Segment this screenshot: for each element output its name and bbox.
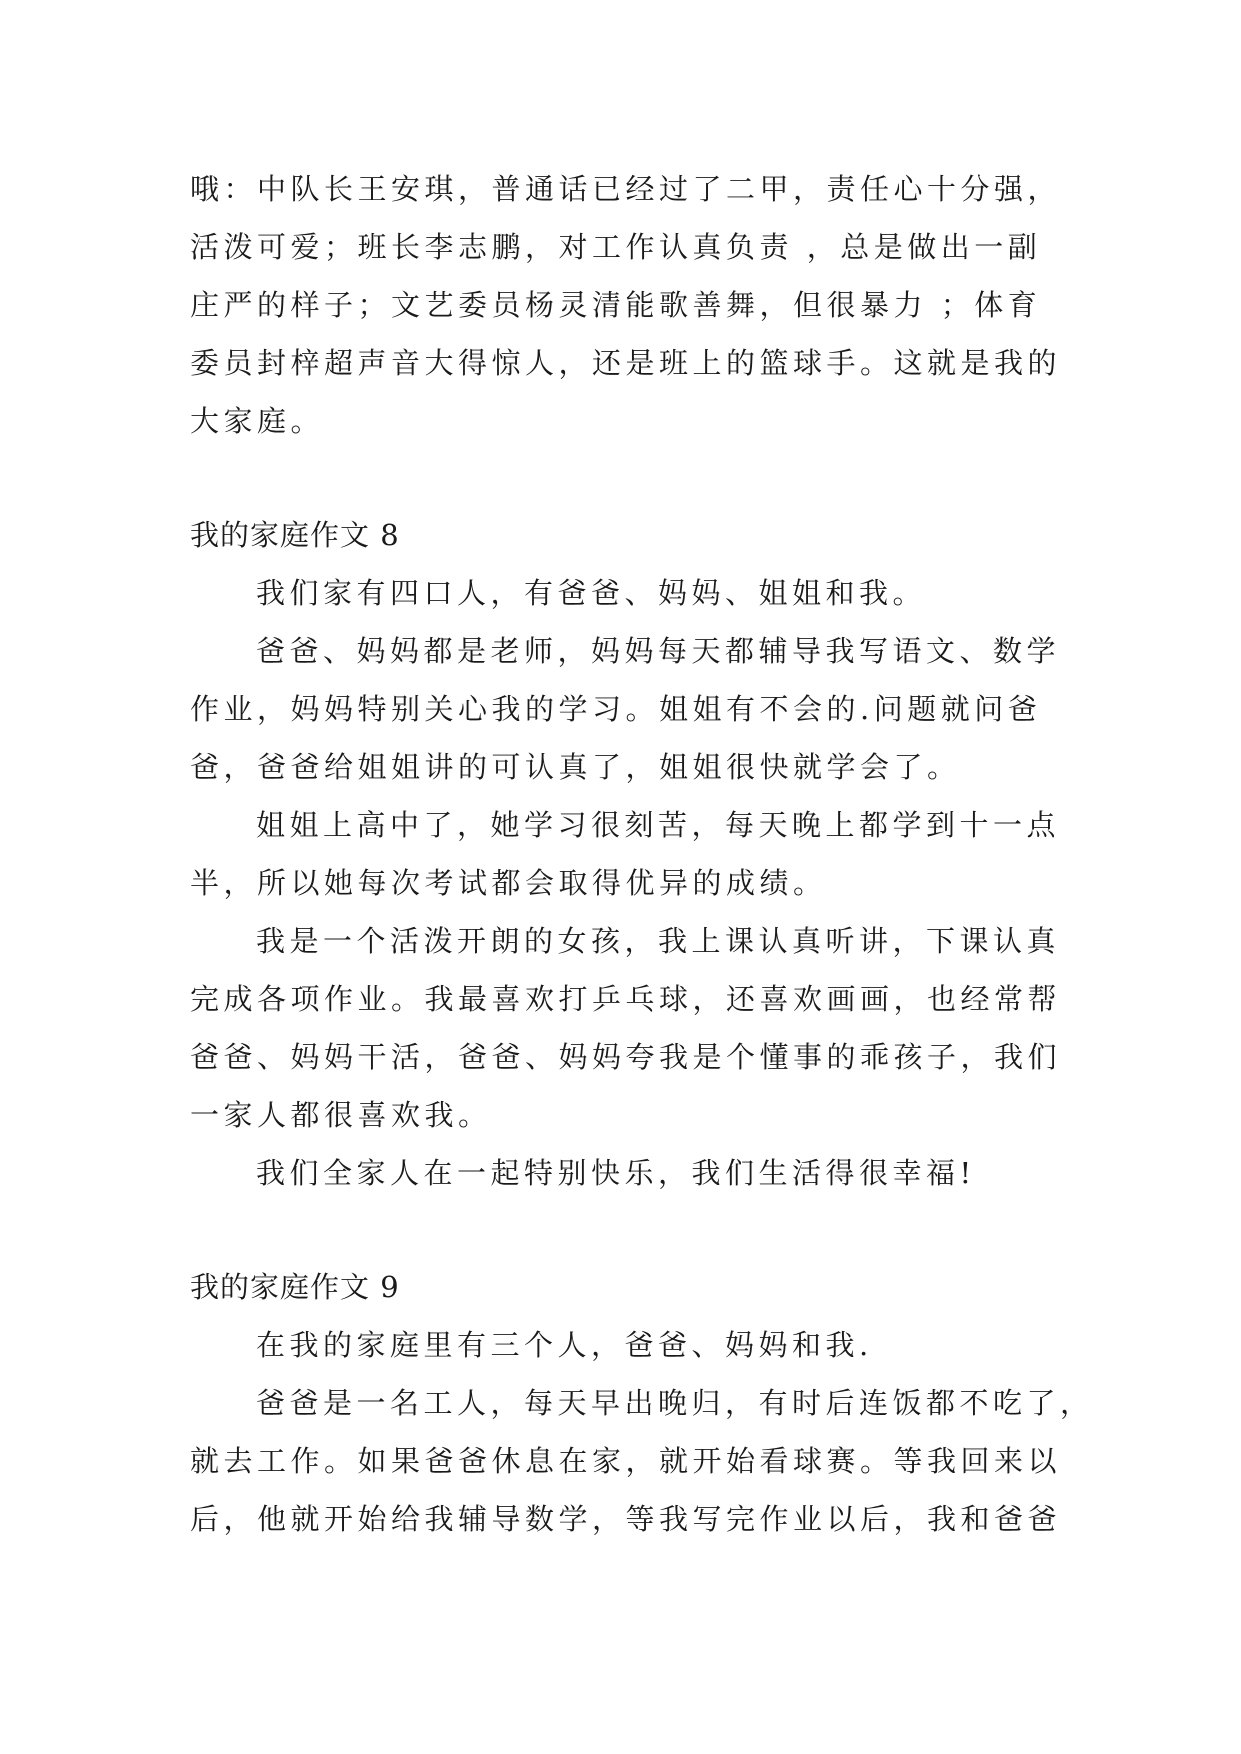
paragraph	[190, 1374, 1094, 1548]
essay-section-9	[190, 1258, 1094, 1548]
paragraph	[190, 796, 1061, 912]
text-line: 爸爸、妈妈干活，爸爸、妈妈夸我是个懂事的乖孩子，我们	[190, 1040, 1062, 1074]
text-line: 完成各项作业。我最喜欢打乒乓球，还喜欢画画，也经常帮	[190, 982, 1062, 1016]
paragraph	[190, 912, 1062, 1144]
text-line: 我们全家人在一起特别快乐，我们生活得很幸福!	[256, 1156, 976, 1190]
paragraph	[190, 1144, 1050, 1202]
section-gap	[190, 450, 1050, 506]
text-line: 半，所以她每次考试都会取得优异的成绩。	[190, 866, 827, 900]
text-line: 作业，妈妈特别关心我的学习。姐姐有不会的.问题就问爸	[190, 692, 1042, 726]
text-line: 爸爸、妈妈都是老师，妈妈每天都辅导我写语文、数学	[256, 634, 1061, 668]
text-line: 大家庭。	[190, 404, 325, 438]
essay-title: 我的家庭作文 9	[190, 1270, 400, 1304]
paragraph	[190, 564, 1050, 622]
intro-paragraph	[190, 160, 1062, 450]
text-line: 庄严的样子；文艺委员杨灵清能歌善舞，但很暴力 ；体育	[190, 288, 1042, 322]
text-line: 我是一个活泼开朗的女孩，我上课认真听讲，下课认真	[256, 924, 1061, 958]
text-line: 活泼可爱；班长李志鹏，对工作认真负责 ，总是做出一副	[190, 230, 1042, 264]
text-line: 姐姐上高中了，她学习很刻苦，每天晚上都学到十一点	[256, 808, 1061, 842]
essay-section-8	[190, 506, 1062, 1202]
paragraph	[190, 622, 1061, 796]
text-line: 委员封梓超声音大得惊人，还是班上的篮球手。这就是我的	[190, 346, 1062, 380]
text-line: 我们家有四口人，有爸爸、妈妈、姐姐和我。	[256, 576, 927, 610]
paragraph	[190, 1316, 1050, 1374]
document-body	[190, 160, 1094, 1548]
essay-title: 我的家庭作文 8	[190, 518, 400, 552]
text-line: 在我的家庭里有三个人，爸爸、妈妈和我.	[256, 1328, 873, 1362]
text-line: 爸爸是一名工人，每天早出晚归，有时后连饭都不吃了，	[256, 1386, 1094, 1420]
text-line: 就去工作。如果爸爸休息在家，就开始看球赛。等我回来以	[190, 1444, 1062, 1478]
text-line: 后，他就开始给我辅导数学，等我写完作业以后，我和爸爸	[190, 1502, 1062, 1536]
text-line: 爸，爸爸给姐姐讲的可认真了，姐姐很快就学会了。	[190, 750, 961, 784]
section-gap	[190, 1202, 1050, 1258]
text-line: 一家人都很喜欢我。	[190, 1098, 492, 1132]
text-line: 哦：中队长王安琪，普通话已经过了二甲，责任心十分强，	[190, 172, 1062, 206]
